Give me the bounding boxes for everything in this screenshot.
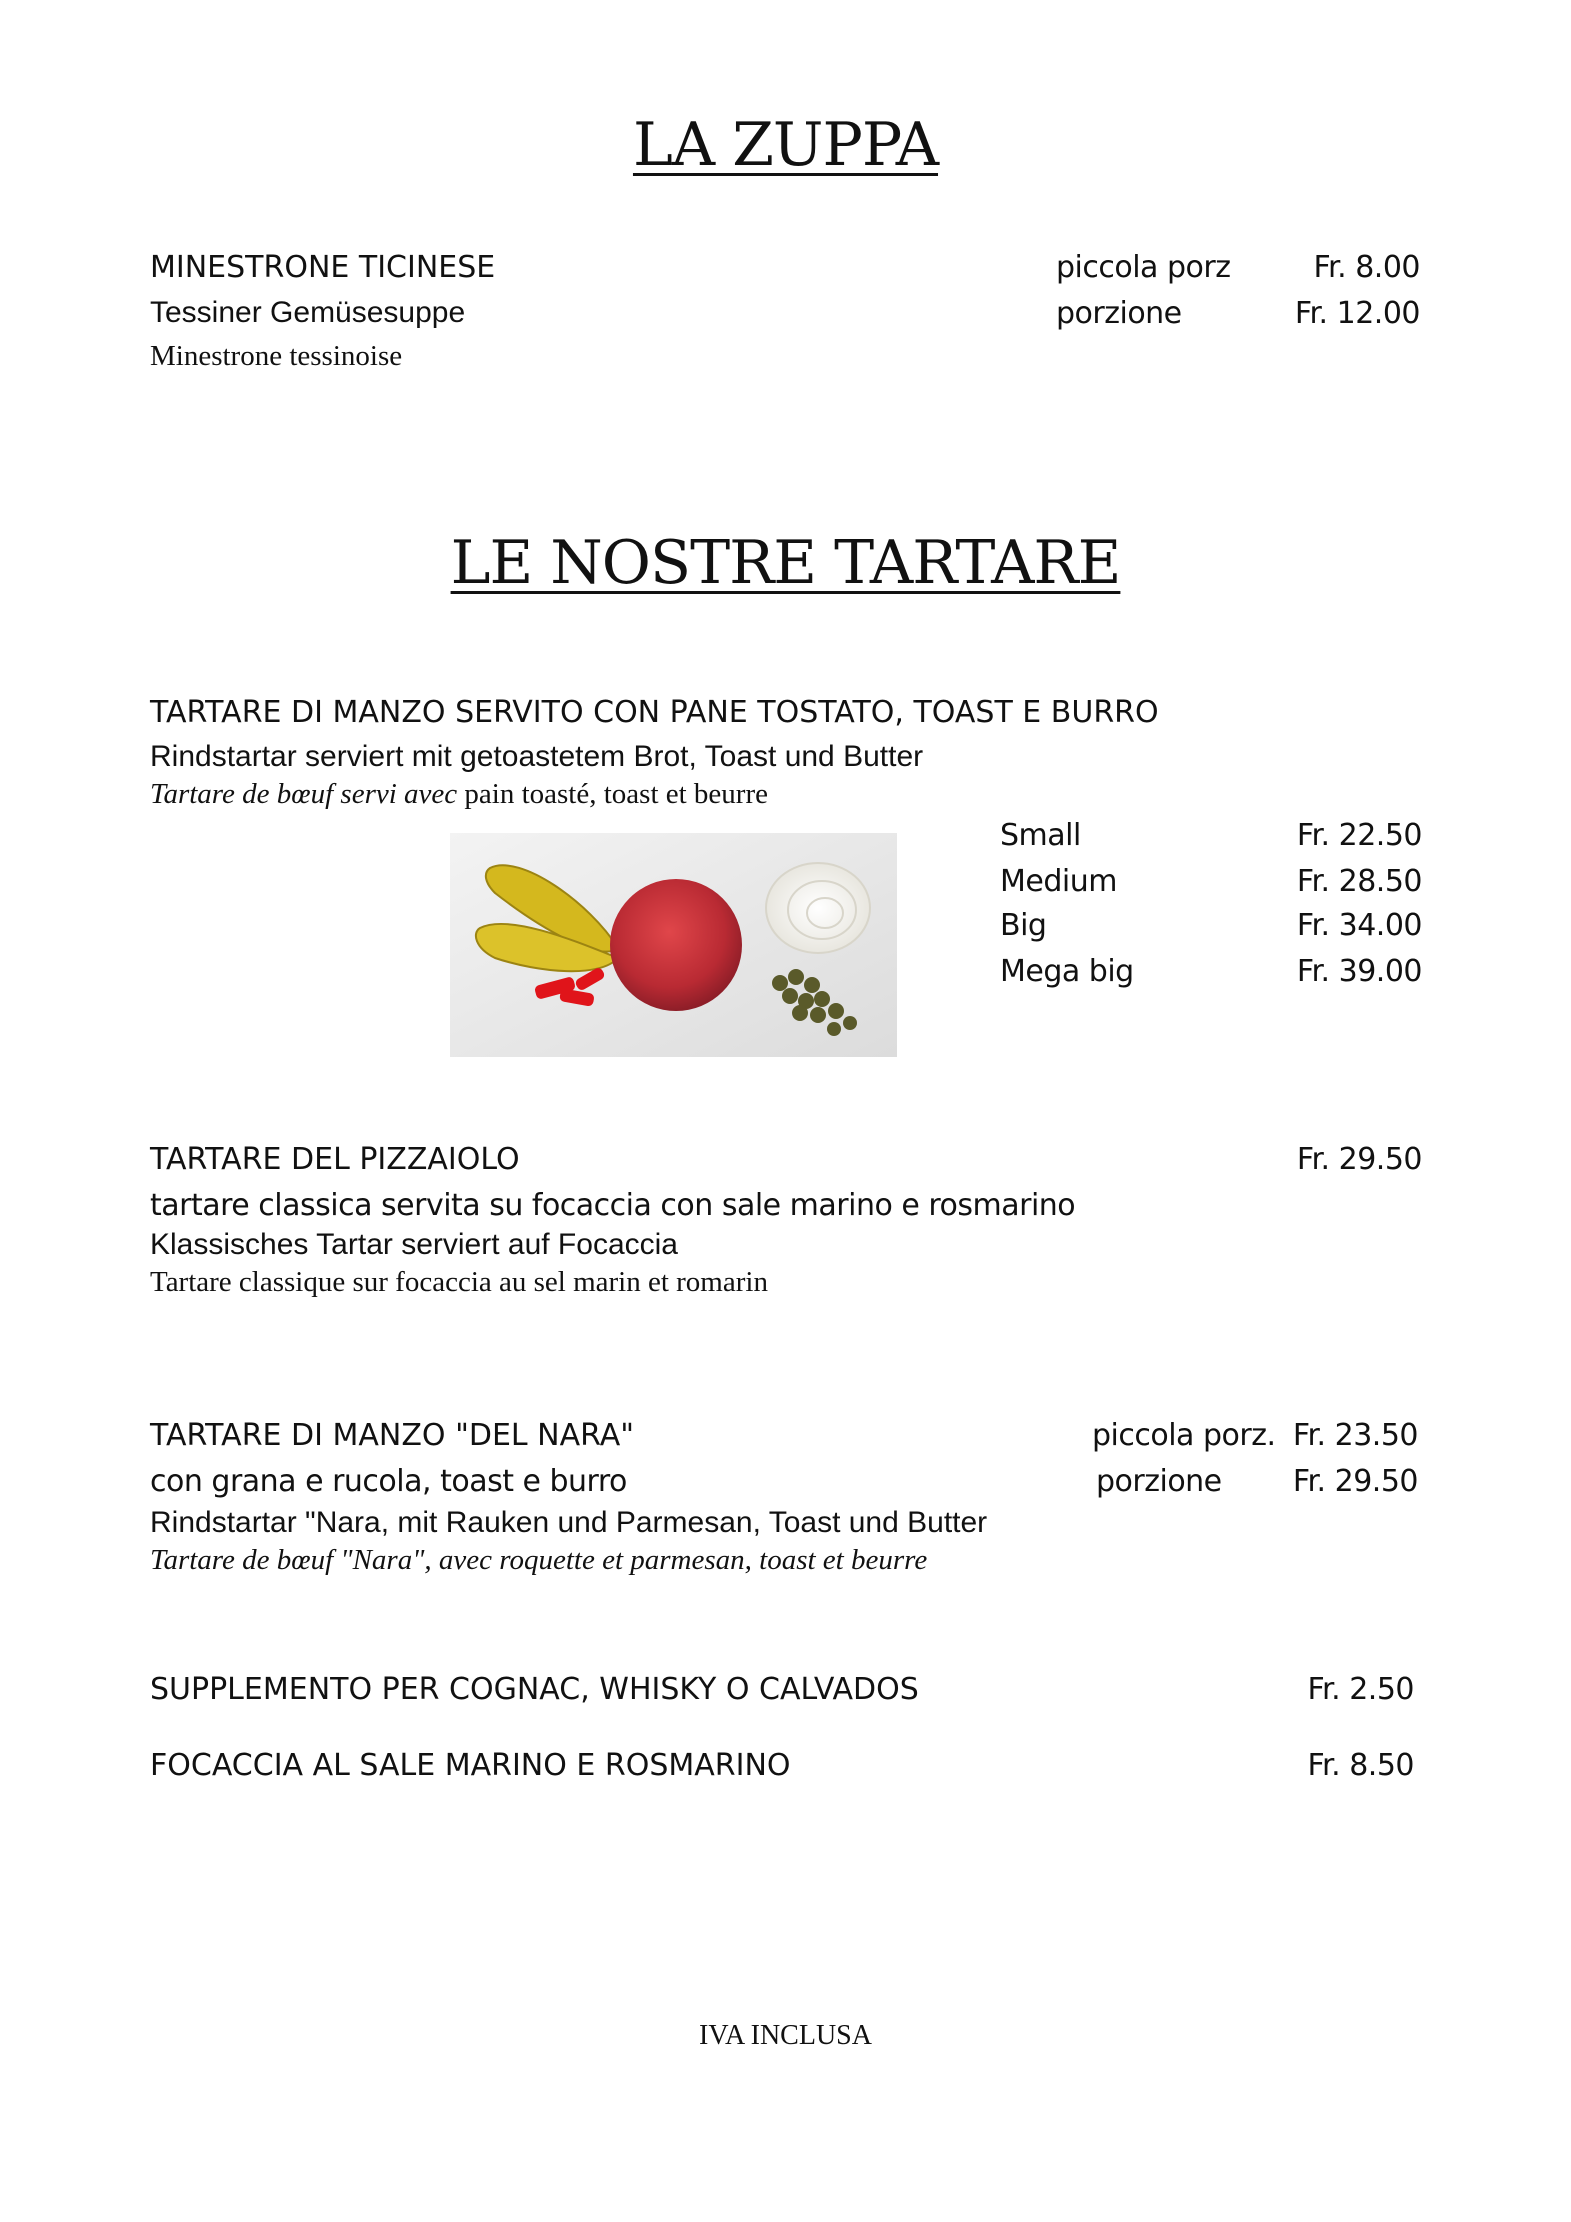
item-fr-manzo [150, 778, 768, 811]
item-it-nara: con grana e rucola, toast e burro [150, 1464, 627, 1499]
item-it-pizzaiolo: tartare classica servita su focaccia con sale marino e rosmarino [150, 1188, 1076, 1223]
extra-price-focaccia: Fr. 8.50 [1307, 1748, 1414, 1783]
size-price: Fr. 23.50 [1292, 1418, 1418, 1453]
item-name-pizzaiolo: TARTARE DEL PIZZAIOLO [150, 1142, 520, 1177]
size-label: porzione [1096, 1464, 1222, 1499]
footer-note: IVA INCLUSA [699, 2020, 872, 2051]
size-price: Fr. 29.50 [1292, 1464, 1418, 1499]
item-fr-minestrone: Minestrone tessinoise [150, 340, 403, 372]
extra-price-supplemento: Fr. 2.50 [1307, 1672, 1414, 1707]
onion-rings-icon [766, 863, 870, 953]
size-price: Fr. 39.00 [1296, 954, 1422, 989]
item-de-manzo: Rindstartar serviert mit getoastetem Brot, Toast und Butter [150, 740, 924, 773]
section-title-tartare: LE NOSTRE TARTARE [450, 528, 1121, 598]
size-price: Fr. 12.00 [1294, 296, 1420, 331]
item-de-minestrone: Tessiner Gemüsesuppe [150, 296, 466, 329]
size-label: Big [1000, 908, 1047, 943]
size-label: porzione [1056, 296, 1182, 331]
item-fr-pizzaiolo: Tartare classique sur focaccia au sel marin et romarin [150, 1266, 768, 1298]
tartare-photo [450, 833, 897, 1057]
size-label: piccola porz [1056, 250, 1231, 285]
item-fr-manzo-plain: pain toasté, toast et beurre [457, 778, 768, 810]
item-fr-nara: Tartare de bœuf "Nara", avec roquette et parmesan, toast et beurre [150, 1544, 928, 1576]
item-price-pizzaiolo: Fr. 29.50 [1296, 1142, 1422, 1177]
size-price: Fr. 28.50 [1296, 864, 1422, 899]
size-price: Fr. 22.50 [1296, 818, 1422, 853]
item-name-nara: TARTARE DI MANZO "DEL NARA" [150, 1418, 635, 1453]
section-title-zuppa: LA ZUPPA [632, 110, 939, 180]
tartare-patty-icon [610, 879, 742, 1011]
item-fr-manzo-italic: Tartare de bœuf servi avec [150, 778, 458, 810]
size-label: Medium [1000, 864, 1117, 899]
item-name-manzo: TARTARE DI MANZO SERVITO CON PANE TOSTATO, TOAST E BURRO [150, 695, 1159, 730]
item-name-minestrone: MINESTRONE TICINESE [150, 250, 496, 285]
item-de-pizzaiolo: Klassisches Tartar serviert auf Focaccia [150, 1228, 678, 1261]
extra-name-supplemento: SUPPLEMENTO PER COGNAC, WHISKY O CALVADOS [150, 1672, 919, 1707]
item-de-nara: Rindstartar "Nara, mit Rauken und Parmesan, Toast und Butter [150, 1506, 988, 1539]
size-label: Small [1000, 818, 1081, 853]
size-label: piccola porz. [1092, 1418, 1276, 1453]
extra-name-focaccia: FOCACCIA AL SALE MARINO E ROSMARINO [150, 1748, 791, 1783]
size-price: Fr. 34.00 [1296, 908, 1422, 943]
size-label: Mega big [1000, 954, 1134, 989]
size-price: Fr. 8.00 [1313, 250, 1420, 285]
